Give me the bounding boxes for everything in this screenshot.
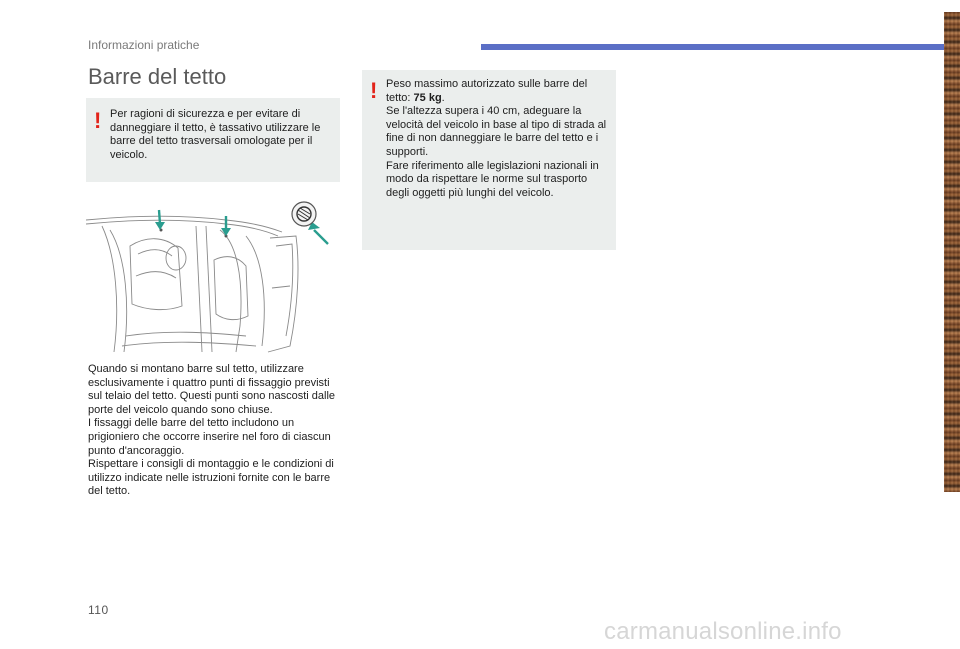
roof-bars-instructions bbox=[88, 363, 343, 499]
section-label: Informazioni pratiche bbox=[88, 38, 200, 52]
car-roof-fixing-points-illustration bbox=[86, 196, 340, 354]
exclamation-warning-icon: ! bbox=[94, 108, 102, 133]
watermark: carmanualsonline.info bbox=[604, 618, 842, 645]
header-accent-bar bbox=[481, 44, 944, 50]
safety-warning-box bbox=[86, 98, 340, 182]
page-title: Barre del tetto bbox=[88, 64, 227, 89]
side-photo-strip bbox=[944, 12, 960, 492]
instructions-paragraph: Rispettare i consigli di montaggio e le condizioni di utilizzo indicate nelle istruzioni fornite con le barre del tetto. bbox=[88, 458, 334, 498]
max-load-line bbox=[386, 78, 610, 105]
speed-advice: Se l'altezza supera i 40 cm, adeguare la velocità del veicolo in base al tipo di strada al fine di non danneggiare le barre del tetto e i supporti. bbox=[386, 105, 607, 158]
warning-paragraph: Per ragioni di sicurezza e per evitare di danneggiare il tetto, è tassativo utilizzare le barre del tetto trasversali omologate per il veicolo. bbox=[110, 108, 321, 161]
max-load-value: 75 kg bbox=[413, 91, 442, 104]
legislation-advice: Fare riferimento alle legislazioni nazionali in modo da rispettare le norme sul trasporto degli oggetti più lunghi del veicolo. bbox=[386, 159, 599, 199]
instructions-paragraph: Quando si montano barre sul tetto, utilizzare esclusivamente i quattro punti di fissaggio previsti sul telaio del tetto. Questi punti sono nascosti dalle porte del veicolo quando sono chiuse. bbox=[88, 363, 336, 416]
instructions-paragraph: I fissaggi delle barre del tetto includono un prigioniero che occorre inserire nel foro di ciascun punto d'ancoraggio. bbox=[88, 417, 331, 457]
max-load-label: Peso massimo autorizzato sulle barre del tetto: bbox=[386, 78, 588, 104]
max-load-end: . bbox=[441, 91, 445, 104]
safety-warning-text bbox=[110, 108, 334, 162]
load-warning-box bbox=[362, 70, 616, 250]
page-number: 110 bbox=[88, 603, 109, 617]
exclamation-warning-icon: ! bbox=[370, 78, 378, 103]
load-warning-text bbox=[386, 78, 610, 200]
